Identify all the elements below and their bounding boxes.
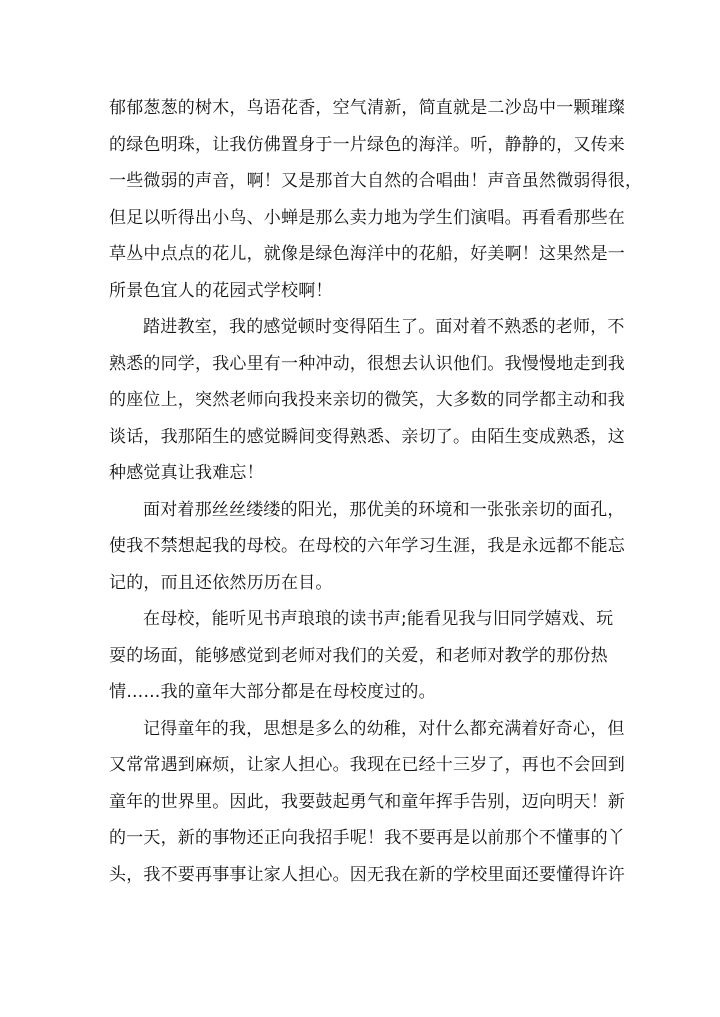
text-line: 使我不禁想起我的母校。在母校的六年学习生涯，我是永远都不能忘 <box>109 536 625 556</box>
paragraph-first-line: 在母校，能听见书声琅琅的读书声;能看见我与旧同学嬉戏、玩 <box>143 609 614 629</box>
text-line: 又常常遇到麻烦，让家人担心。我现在已经十三岁了，再也不会回到 <box>109 755 625 775</box>
paragraph-first-line: 踏进教室，我的感觉顿时变得陌生了。面对着不熟悉的老师，不 <box>143 317 625 337</box>
text-line: 头，我不要再事事让家人担心。因无我在新的学校里面还要懂得许许 <box>109 864 625 885</box>
essay-body <box>109 90 643 893</box>
text-line: 郁郁葱葱的树木，鸟语花香，空气清新，简直就是二沙岛中一颗璀璨 <box>109 98 625 118</box>
text-line: 的绿色明珠，让我仿佛置身于一片绿色的海洋。听，静静的，又传来 <box>109 134 625 155</box>
text-line: 童年的世界里。因此，我要鼓起勇气和童年挥手告别，迈向明天！新 <box>109 791 625 812</box>
text-line: 但足以听得出小鸟、小蝉是那么卖力地为学生们演唱。再看看那些在 <box>109 207 625 228</box>
text-line: 耍的场面，能够感觉到老师对我们的关爱，和老师对教学的那份热 <box>109 645 608 666</box>
text-line: 所景色宜人的花园式学校啊！ <box>109 280 333 301</box>
text-line: 的一天，新的事物还正向我招手呢！我不要再是以前那个不懂事的丫 <box>109 828 625 848</box>
paragraph-first-line: 面对着那丝丝缕缕的阳光，那优美的环境和一张张亲切的面孔， <box>143 499 625 520</box>
text-line: 种感觉真让我难忘！ <box>109 463 264 483</box>
text-line: 谈话，我那陌生的感觉瞬间变得熟悉、亲切了。由陌生变成熟悉，这 <box>109 426 625 447</box>
text-line: 熟悉的同学，我心里有一种冲动，很想去认识他们。我慢慢地走到我 <box>109 353 625 374</box>
text-line: 草丛中点点的花儿，就像是绿色海洋中的花船，好美啊！这果然是一 <box>109 244 625 264</box>
text-line: 记的，而且还依然历历在目。 <box>109 572 333 593</box>
text-line: 一些微弱的声音，啊！又是那首大自然的合唱曲！声音虽然微弱得很， <box>109 171 643 191</box>
paragraph-first-line: 记得童年的我，思想是多么的幼稚，对什么都充满着好奇心，但 <box>143 718 625 739</box>
text-line: 的座位上，突然老师向我投来亲切的微笑，大多数的同学都主动和我 <box>109 390 625 410</box>
text-line: 情……我的童年大部分都是在母校度过的。 <box>109 682 436 702</box>
